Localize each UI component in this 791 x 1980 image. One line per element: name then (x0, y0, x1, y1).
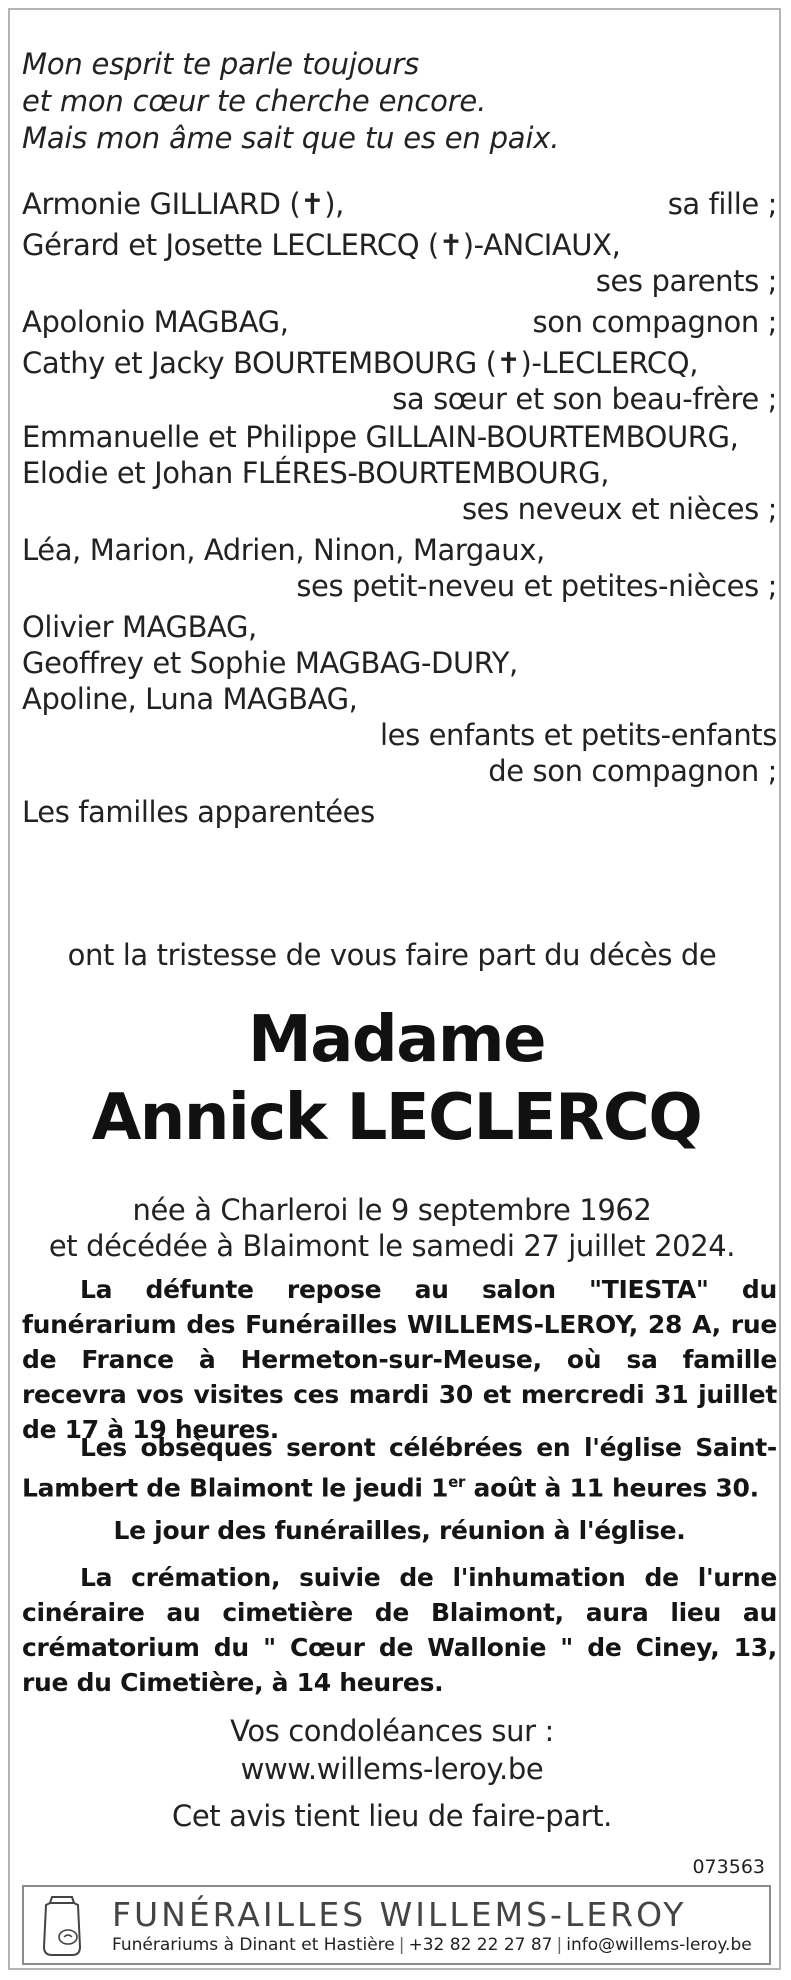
death-date: et décédée à Blaimont le samedi 27 juillet 2024. (48, 1229, 736, 1263)
family-nephew-1: Emmanuelle et Philippe GILLAIN-BOURTEMBOURG, (22, 420, 739, 454)
cross-icon: ✝ (438, 228, 463, 262)
notice-salon: La défunte repose au salon "TIESTA" du funérarium des Funérailles WILLEMS-LEROY, 28 A, rue de France à Hermeton-sur-Meuse, où sa famille recevra vos visites ces mardi 30 et mercredi 31 juillet de 17 à 19 heures. (22, 1275, 777, 1444)
family-child-3: Apoline, Luna MAGBAG, (22, 682, 358, 716)
poem-line-1: Mon esprit te parle toujours (22, 47, 420, 81)
notice-reference: 073563 (692, 1856, 765, 1878)
deceased-name: Annick LECLERCQ (91, 1081, 702, 1155)
family-child-2: Geoffrey et Sophie MAGBAG-DURY, (22, 646, 518, 680)
family-children-relation-2: de son compagnon ; (488, 754, 777, 788)
life-dates (22, 1192, 762, 1264)
condolences-website[interactable]: www.willems-leroy.be (240, 1752, 544, 1786)
poem-line-3: Mais mon âme sait que tu es en paix. (22, 121, 560, 155)
funeral-home-locations: Funérariums à Dinant et Hastière (112, 1935, 395, 1955)
funeral-home-phone[interactable]: +32 82 22 27 87 (408, 1935, 553, 1955)
family-children-relation-1: les enfants et petits-enfants (379, 718, 777, 752)
funeral-home-contact: Funérariums à Dinant et Hastière | +32 82 22 27 87 | info@willems-leroy.be (112, 1935, 752, 1955)
family-nephews-relation: ses neveux et nièces ; (461, 492, 777, 526)
cross-icon: ✝ (300, 187, 325, 221)
urn-icon (38, 1893, 86, 1959)
faire-part-note: Cet avis tient lieu de faire-part. (172, 1799, 612, 1833)
family-nephew-2: Elodie et Johan FLÉRES-BOURTEMBOURG, (22, 456, 610, 490)
cross-icon: ✝ (496, 346, 521, 380)
family-grandnieces: Léa, Marion, Adrien, Ninon, Margaux, (22, 533, 545, 567)
funeral-home-brand: FUNÉRAILLES WILLEMS-LEROY (112, 1895, 687, 1934)
family-companion-relation: son compagnon ; (532, 305, 777, 339)
condolences-label: Vos condoléances sur : (230, 1714, 554, 1748)
obituary-notice (8, 8, 781, 1970)
birth-date: née à Charleroi le 9 septembre 1962 (132, 1193, 652, 1227)
funeral-home-email[interactable]: info@willems-leroy.be (566, 1935, 752, 1955)
family-row-sister: Cathy et Jacky BOURTEMBOURG (✝)-LECLERCQ, (22, 346, 699, 380)
deceased-title: Madame (248, 1003, 545, 1077)
poem-line-2: et mon cœur te cherche encore. (22, 84, 487, 118)
family-parents-relation: ses parents ; (595, 264, 777, 298)
family-daughter-relation: sa fille ; (667, 187, 777, 221)
family-grandnieces-relation: ses petit-neveu et petites-nièces ; (296, 569, 777, 603)
family-row-companion (22, 304, 777, 340)
family-child-1: Olivier MAGBAG, (22, 610, 257, 644)
announcement-intro: ont la tristesse de vous faire part du décès de (67, 938, 717, 972)
family-companion-name: Apolonio MAGBAG, (22, 305, 289, 339)
family-row-daughter: Armonie GILLIARD (✝), sa fille ; (22, 187, 777, 221)
family-list (22, 186, 777, 830)
notice-funeral: Les obsèques seront célébrées en l'église Saint-Lambert de Blaimont le jeudi 1er août à 11 heures 30. (22, 1433, 777, 1503)
notice-cremation: La crémation, suivie de l'inhumation de l'urne cinéraire au cimetière de Blaimont, aura lieu au crématorium du " Cœur de Wallonie " de Ciney, 13, rue du Cimetière, à 14 heures. (22, 1563, 777, 1697)
notice-meeting: Le jour des funérailles, réunion à l'église. (113, 1516, 686, 1545)
funeral-home-footer (22, 1885, 771, 1965)
family-daughter-name: Armonie GILLIARD ( (22, 187, 301, 221)
poem (22, 46, 762, 157)
family-row-parents: Gérard et Josette LECLERCQ (✝)-ANCIAUX, (22, 228, 621, 262)
family-relatives: Les familles apparentées (22, 795, 375, 829)
family-sister-relation: sa sœur et son beau-frère ; (392, 382, 777, 416)
